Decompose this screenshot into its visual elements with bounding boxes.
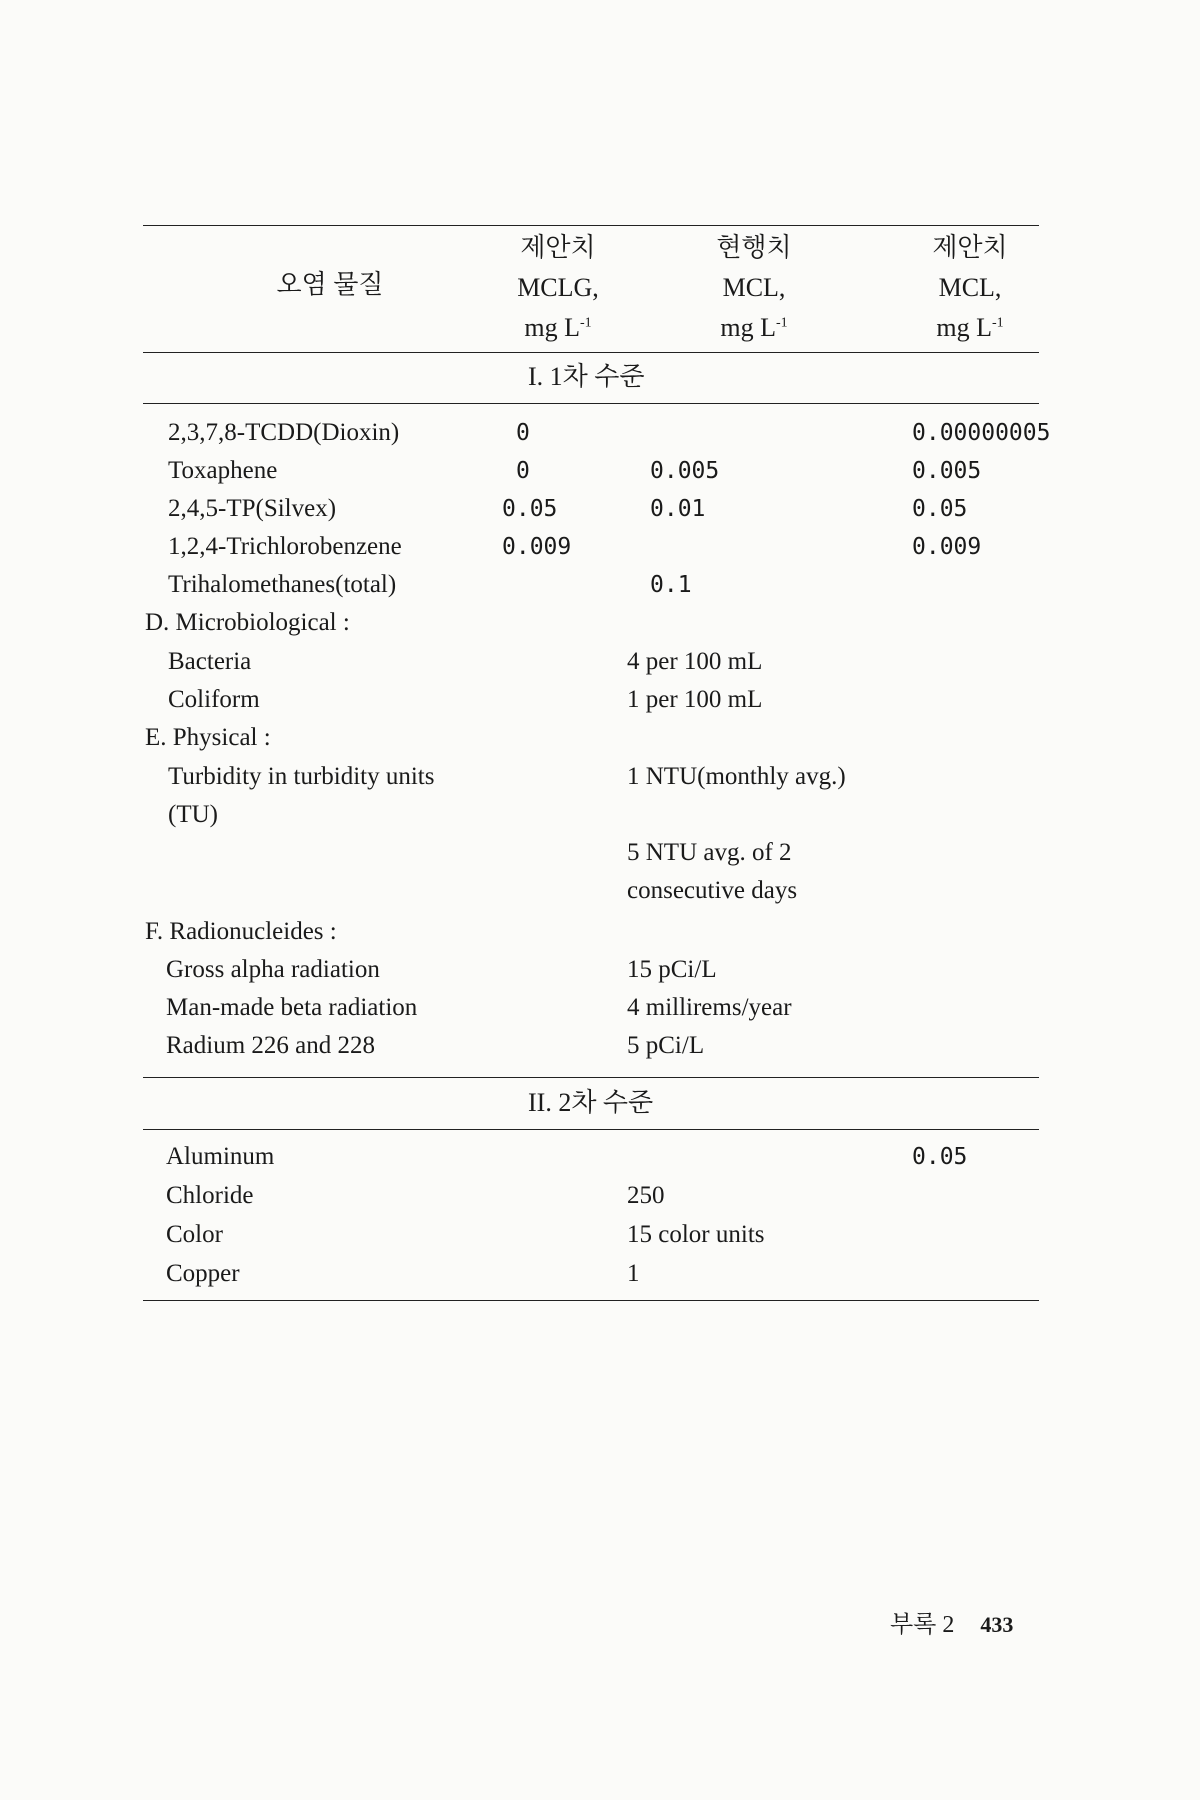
table-bottom-rule xyxy=(143,1300,1039,1301)
header-substance: 오염 물질 xyxy=(276,270,384,299)
group-heading-physical: E. Physical : xyxy=(145,724,271,751)
table-top-rule xyxy=(143,225,1039,226)
section-secondary-rule xyxy=(143,1129,1039,1130)
section-heading-secondary: II. 2차 수준 xyxy=(528,1088,654,1117)
section-secondary-top-rule xyxy=(143,1077,1039,1078)
section-primary-rule xyxy=(143,403,1039,404)
page-number: 433 xyxy=(980,1612,1014,1637)
section-heading-primary: I. 1차 수준 xyxy=(528,362,645,391)
header-bottom-rule xyxy=(143,352,1039,353)
group-heading-microbiological: D. Microbiological : xyxy=(145,609,350,636)
page-footer xyxy=(890,1604,1013,1639)
document-page: 오염 물질 제안치 MCLG, mg $L^{-1}$ 현행치 MCL, mg $L^{-1}$ 제안치 MCL, mg $L^{-1}$ I. 1차 수준 2,3,7,8-TCDD(Dioxin) 0 0.00000005 Toxaphene 0 0.005 0.005 2,4,5-TP(Silvex) 0.05 0.01 0.05 1,2,4-Trichlorobenzene 0.009 0.009 Trihalomethanes(total) 0.1 D. Microbiological : Bacteria 4 per 100 mL Coliform 1 per 100 mL E. Physical : Turbidity in turbidity units (TU) 1 NTU(monthly avg.) 5 NTU avg. of 2 consecutive days F. Radionucleides : Gross alpha radiation 15 pCi/L Man-made beta radiation 4 millirems/year Radium 226 and 228 5 pCi/L II. 2차 수준 Aluminum 0.05 Chloride 250 Color 15 color units Copper 1 부록 2 433 xyxy=(0,0,1200,1800)
appendix-label: 부록 2 xyxy=(890,1612,955,1638)
group-heading-radionucleides: F. Radionucleides : xyxy=(145,918,337,945)
